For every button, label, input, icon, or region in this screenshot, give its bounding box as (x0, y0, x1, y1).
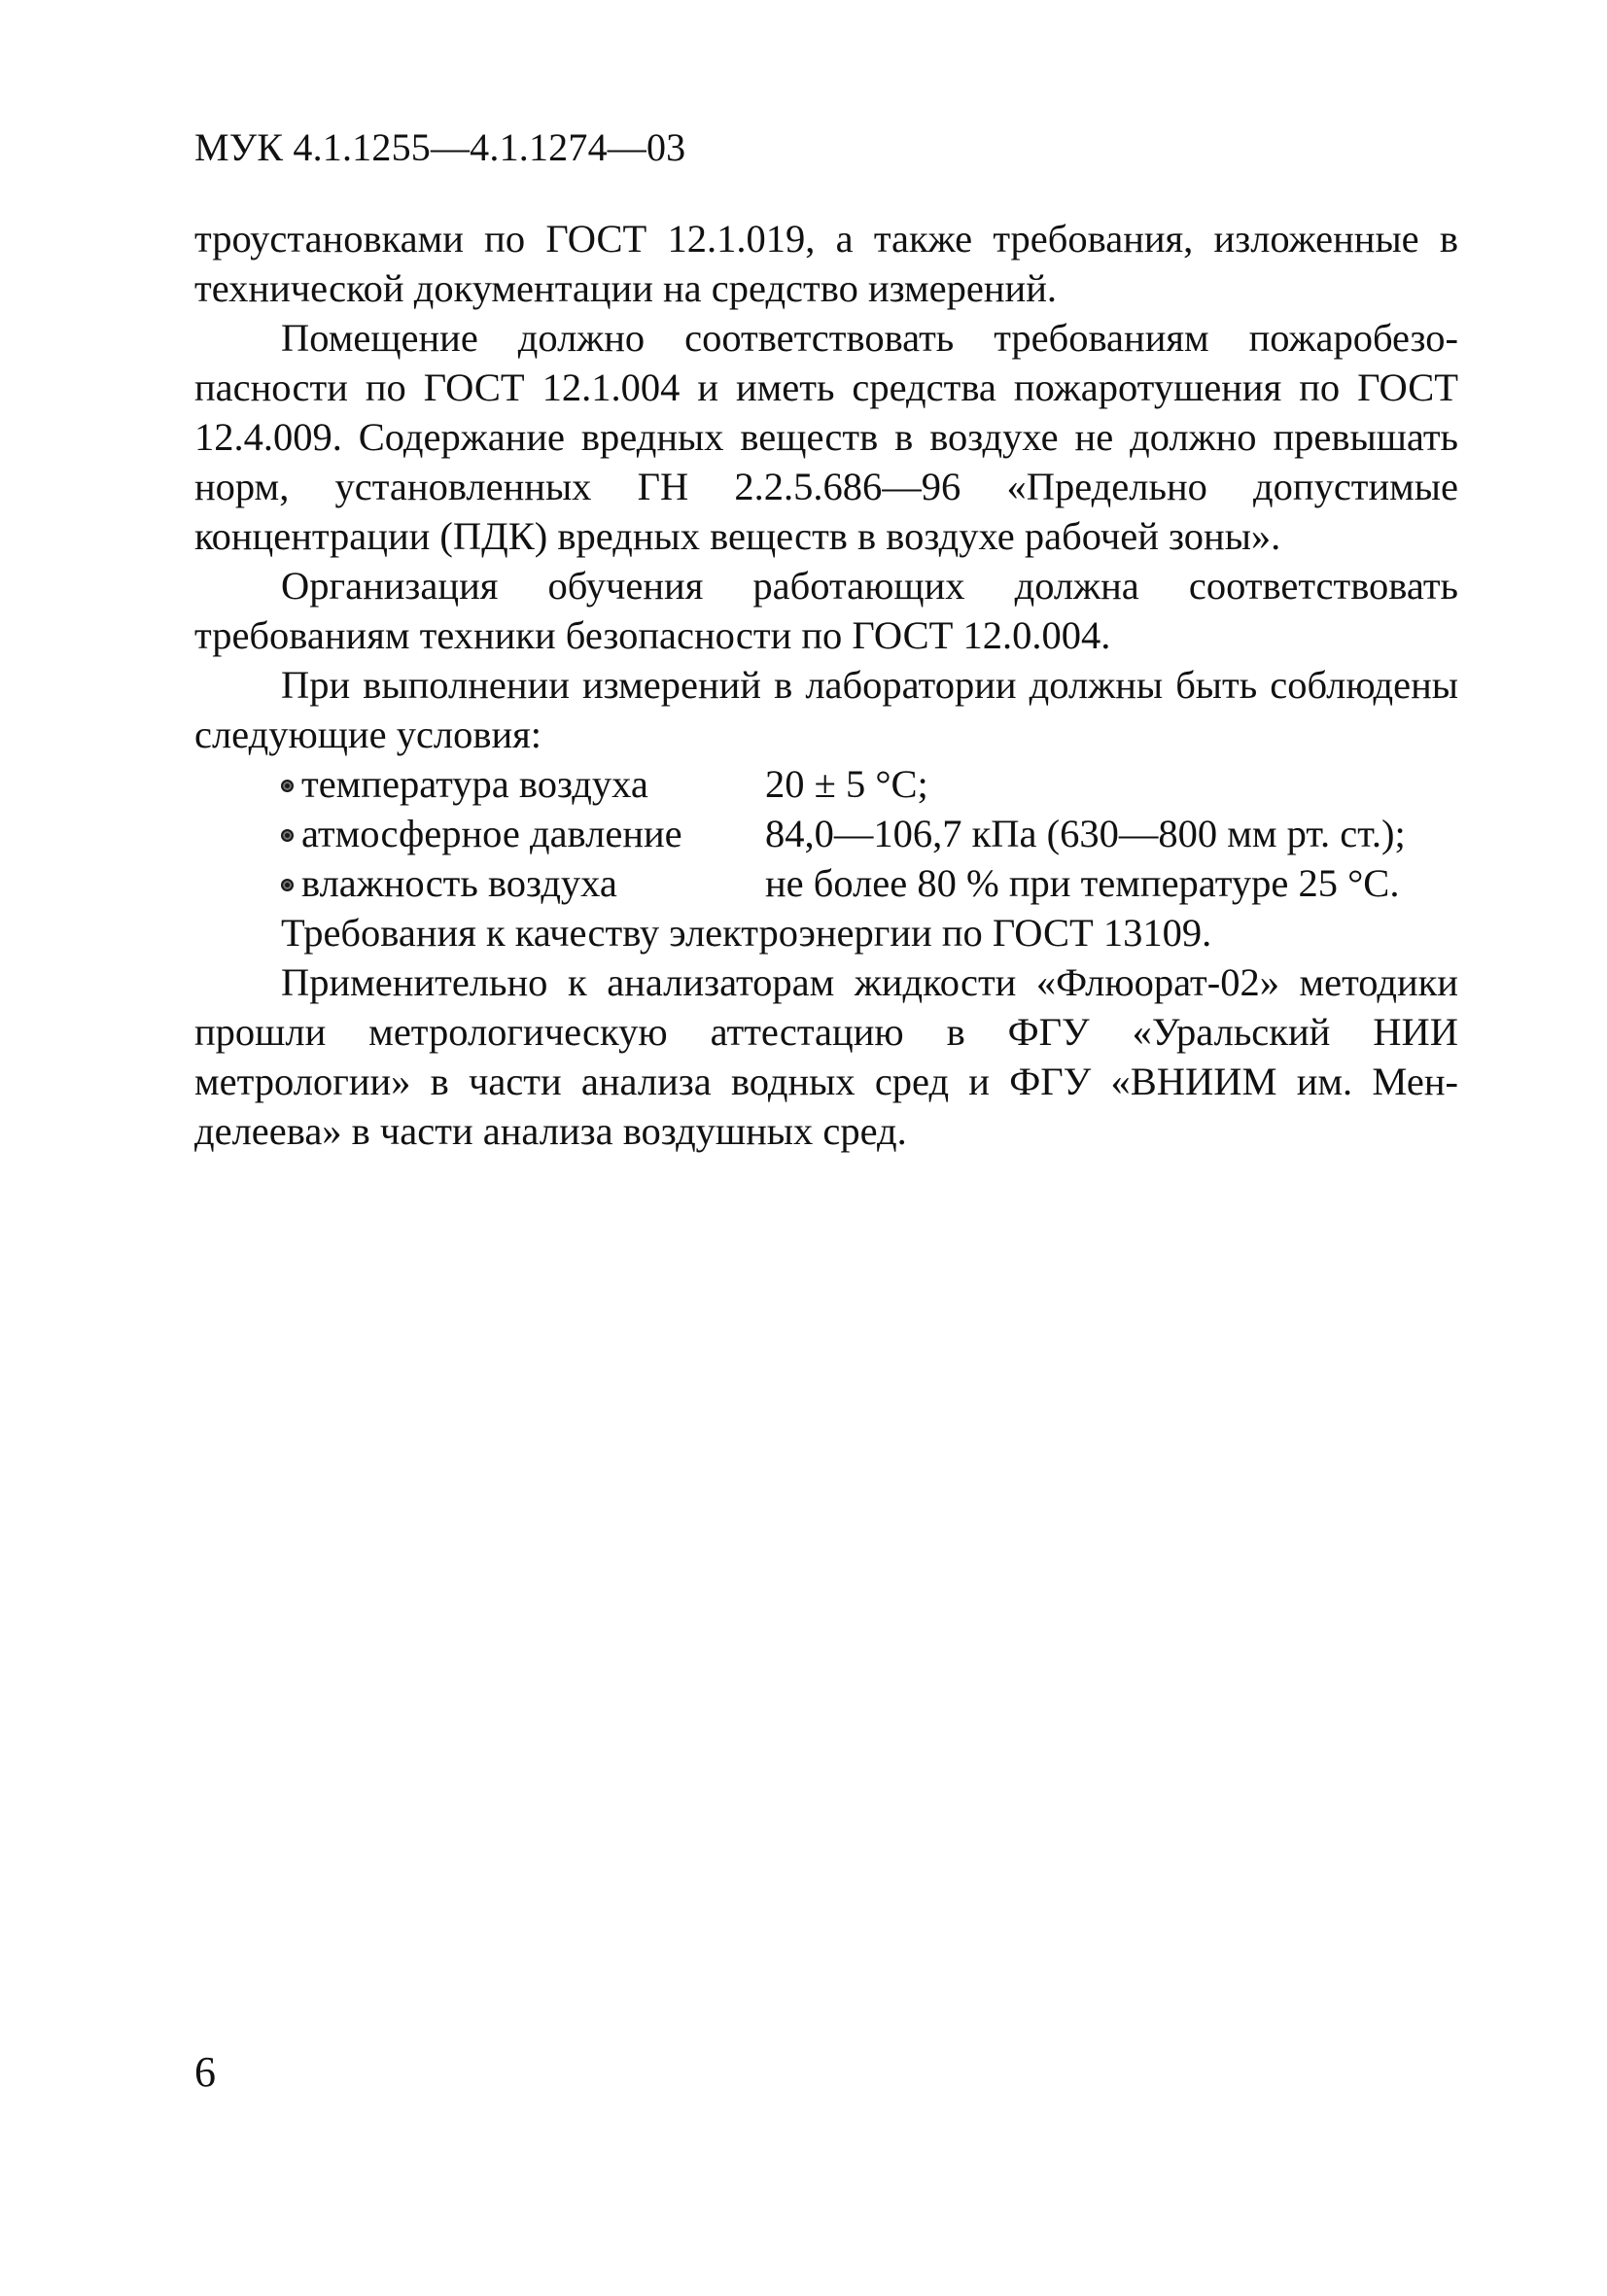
bullet-icon (281, 829, 294, 842)
paragraph-premises-requirements: Помещение должно соответствовать требованиям пожаробезопасности по ГОСТ 12.1.004 и иметь средства пожаротушения по ГОСТ 12.4.009. Содержание вредных веществ в воздухе не должно превышать норм, установленных ГН 2.2.5.686—96 «Предельно допустимые концентрации (ПДК) вредных веществ в воздухе рабочей зоны». (194, 316, 1458, 558)
condition-name: температура воздуха (301, 762, 648, 806)
paragraph-conditions-intro: При выполнении измерений в лаборатории должны быть соблюдены следующие условия: (194, 663, 1458, 756)
bullet-icon (281, 780, 294, 792)
condition-name: атмосферное давление (301, 812, 682, 855)
conditions-list (194, 759, 1458, 908)
condition-humidity (194, 858, 1458, 908)
condition-value: не более 80 % при температуре 25 °С. (765, 861, 1400, 905)
condition-name: влажность воздуха (301, 861, 617, 905)
paragraph-certification: Применительно к анализаторам жидкости «Флюорат-02» методики прошли метрологическую аттестацию в ФГУ «Уральский НИИ метрологии» в части анализа водных сред и ФГУ «ВНИИМ им. Менделеева» в части анализа воздушных сред. (194, 960, 1458, 1153)
page-number: 6 (194, 2048, 216, 2096)
condition-value: 84,0—106,7 кПа (630—800 мм рт. ст.); (765, 812, 1406, 855)
paragraph-training: Организация обучения работающих должна соответствовать требованиям техники безопасности по ГОСТ 12.0.004. (194, 564, 1458, 657)
document-body (194, 214, 1458, 1156)
condition-pressure (194, 809, 1458, 858)
condition-temperature (194, 759, 1458, 809)
document-header: МУК 4.1.1255—4.1.1274—03 (194, 125, 686, 169)
paragraph-power-quality: Требования к качеству электроэнергии по ГОСТ 13109. (281, 911, 1212, 955)
condition-value: 20 ± 5 °С; (765, 762, 928, 806)
paragraph-continuation: троустановками по ГОСТ 12.1.019, а также требования, изложенные в технической документации на средство измерений. (194, 217, 1458, 310)
bullet-icon (281, 879, 294, 891)
